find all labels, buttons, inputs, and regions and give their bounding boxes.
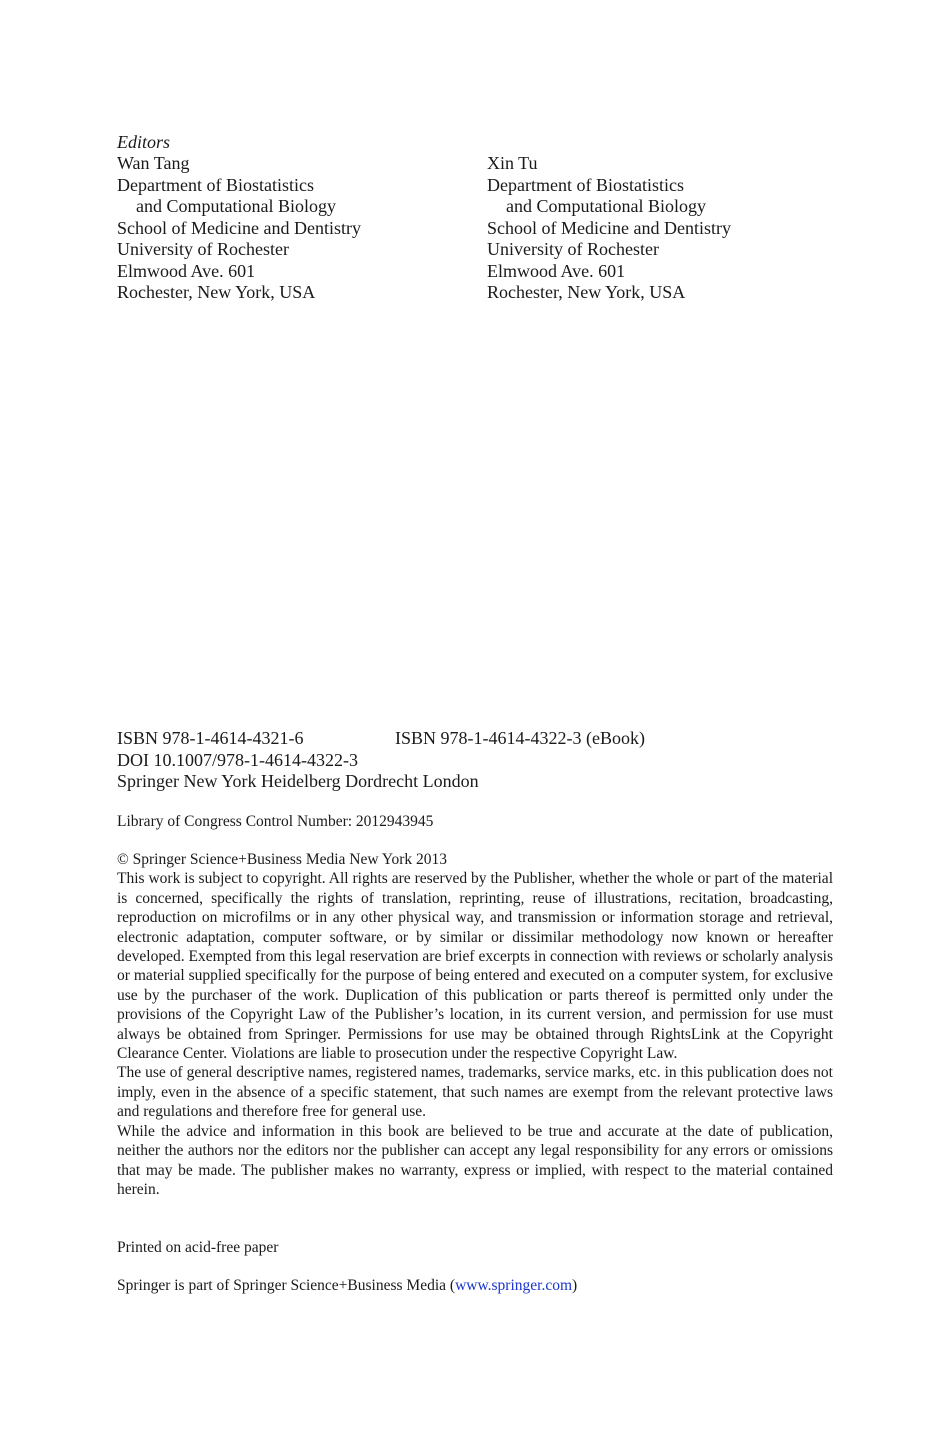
editor-city: Rochester, New York, USA bbox=[487, 282, 686, 302]
springer-part-prefix: Springer is part of Springer Science+Business Media ( bbox=[117, 1277, 456, 1294]
copyright-paragraph-names: The use of general descriptive names, registered names, trademarks, service marks, etc. in this publication does not imply, even in the absence of a specific statement, that such names are exempt from the relevant protective laws and regulations and therefore free for general use. bbox=[117, 1064, 833, 1121]
doi: DOI 10.1007/978-1-4614-4322-3 bbox=[117, 749, 358, 770]
editor-school: School of Medicine and Dentistry bbox=[117, 217, 361, 238]
editor-street: Elmwood Ave. 601 bbox=[487, 260, 626, 281]
editor-name: Wan Tang bbox=[117, 153, 190, 173]
acid-free-note: Printed on acid-free paper bbox=[117, 1239, 279, 1256]
isbn-block bbox=[117, 728, 645, 793]
editor-university: University of Rochester bbox=[487, 239, 659, 259]
editor-school: School of Medicine and Dentistry bbox=[487, 217, 731, 238]
lccn: Library of Congress Control Number: 2012943945 bbox=[117, 813, 434, 830]
copyright-paragraph-rights: This work is subject to copyright. All rights are reserved by the Publisher, whether the whole or part of the material is concerned, specifically the rights of translation, reprinting, reuse of illustrations, recitation, broadcasting, reproduction on microfilms or in any other physical way, and transmission or information storage and retrieval, electronic adaptation, computer software, or by similar or dissimilar methodology now known or hereafter developed. Exempted from this legal reservation are brief excerpts in connection with reviews or scholarly analysis or material supplied specifically for the purpose of being entered and executed on a computer system, for exclusive use by the purchaser of the work. Duplication of this publication or parts thereof is permitted only under the provisions of the Copyright Law of the Publisher’s location, in its current version, and permission for use must always be obtained from Springer. Permissions for use may be obtained through RightsLink at the Copyright Clearance Center. Violations are liable to prosecution under the respective Copyright Law. bbox=[117, 870, 833, 1063]
editors-label: Editors bbox=[117, 132, 171, 152]
springer-part-line bbox=[117, 1276, 577, 1296]
editor-city: Rochester, New York, USA bbox=[117, 282, 316, 302]
editor-university: University of Rochester bbox=[117, 239, 289, 259]
springer-part-suffix: ) bbox=[572, 1277, 578, 1294]
isbn-row bbox=[117, 728, 645, 750]
springer-website-link[interactable]: www.springer.com bbox=[455, 1277, 573, 1294]
copyright-paragraph-disclaimer: While the advice and information in this book are believed to be true and accurate at the date of publication, neither the authors nor the editors nor the publisher can accept any legal responsibility for any errors or omissions that may be made. The publisher makes no warranty, express or implied, with respect to the material contained herein. bbox=[117, 1122, 833, 1198]
isbn-ebook: ISBN 978-1-4614-4322-3 (eBook) bbox=[395, 728, 645, 748]
editor-name: Xin Tu bbox=[487, 153, 538, 173]
editor-block-wan-tang bbox=[117, 153, 477, 304]
editor-department: Department of Biostatistics bbox=[117, 174, 314, 195]
isbn-print: ISBN 978-1-4614-4321-6 bbox=[117, 728, 304, 748]
editor-block-xin-tu bbox=[487, 153, 847, 304]
editor-street: Elmwood Ave. 601 bbox=[117, 260, 256, 281]
editor-department-cont: and Computational Biology bbox=[136, 196, 336, 216]
copyright-line: © Springer Science+Business Media New York 2013 bbox=[117, 851, 448, 868]
editor-department: Department of Biostatistics bbox=[487, 174, 684, 195]
publisher-cities: Springer New York Heidelberg Dordrecht London bbox=[117, 771, 479, 792]
editor-department-cont: and Computational Biology bbox=[506, 196, 706, 216]
copyright-notice bbox=[117, 850, 833, 1199]
